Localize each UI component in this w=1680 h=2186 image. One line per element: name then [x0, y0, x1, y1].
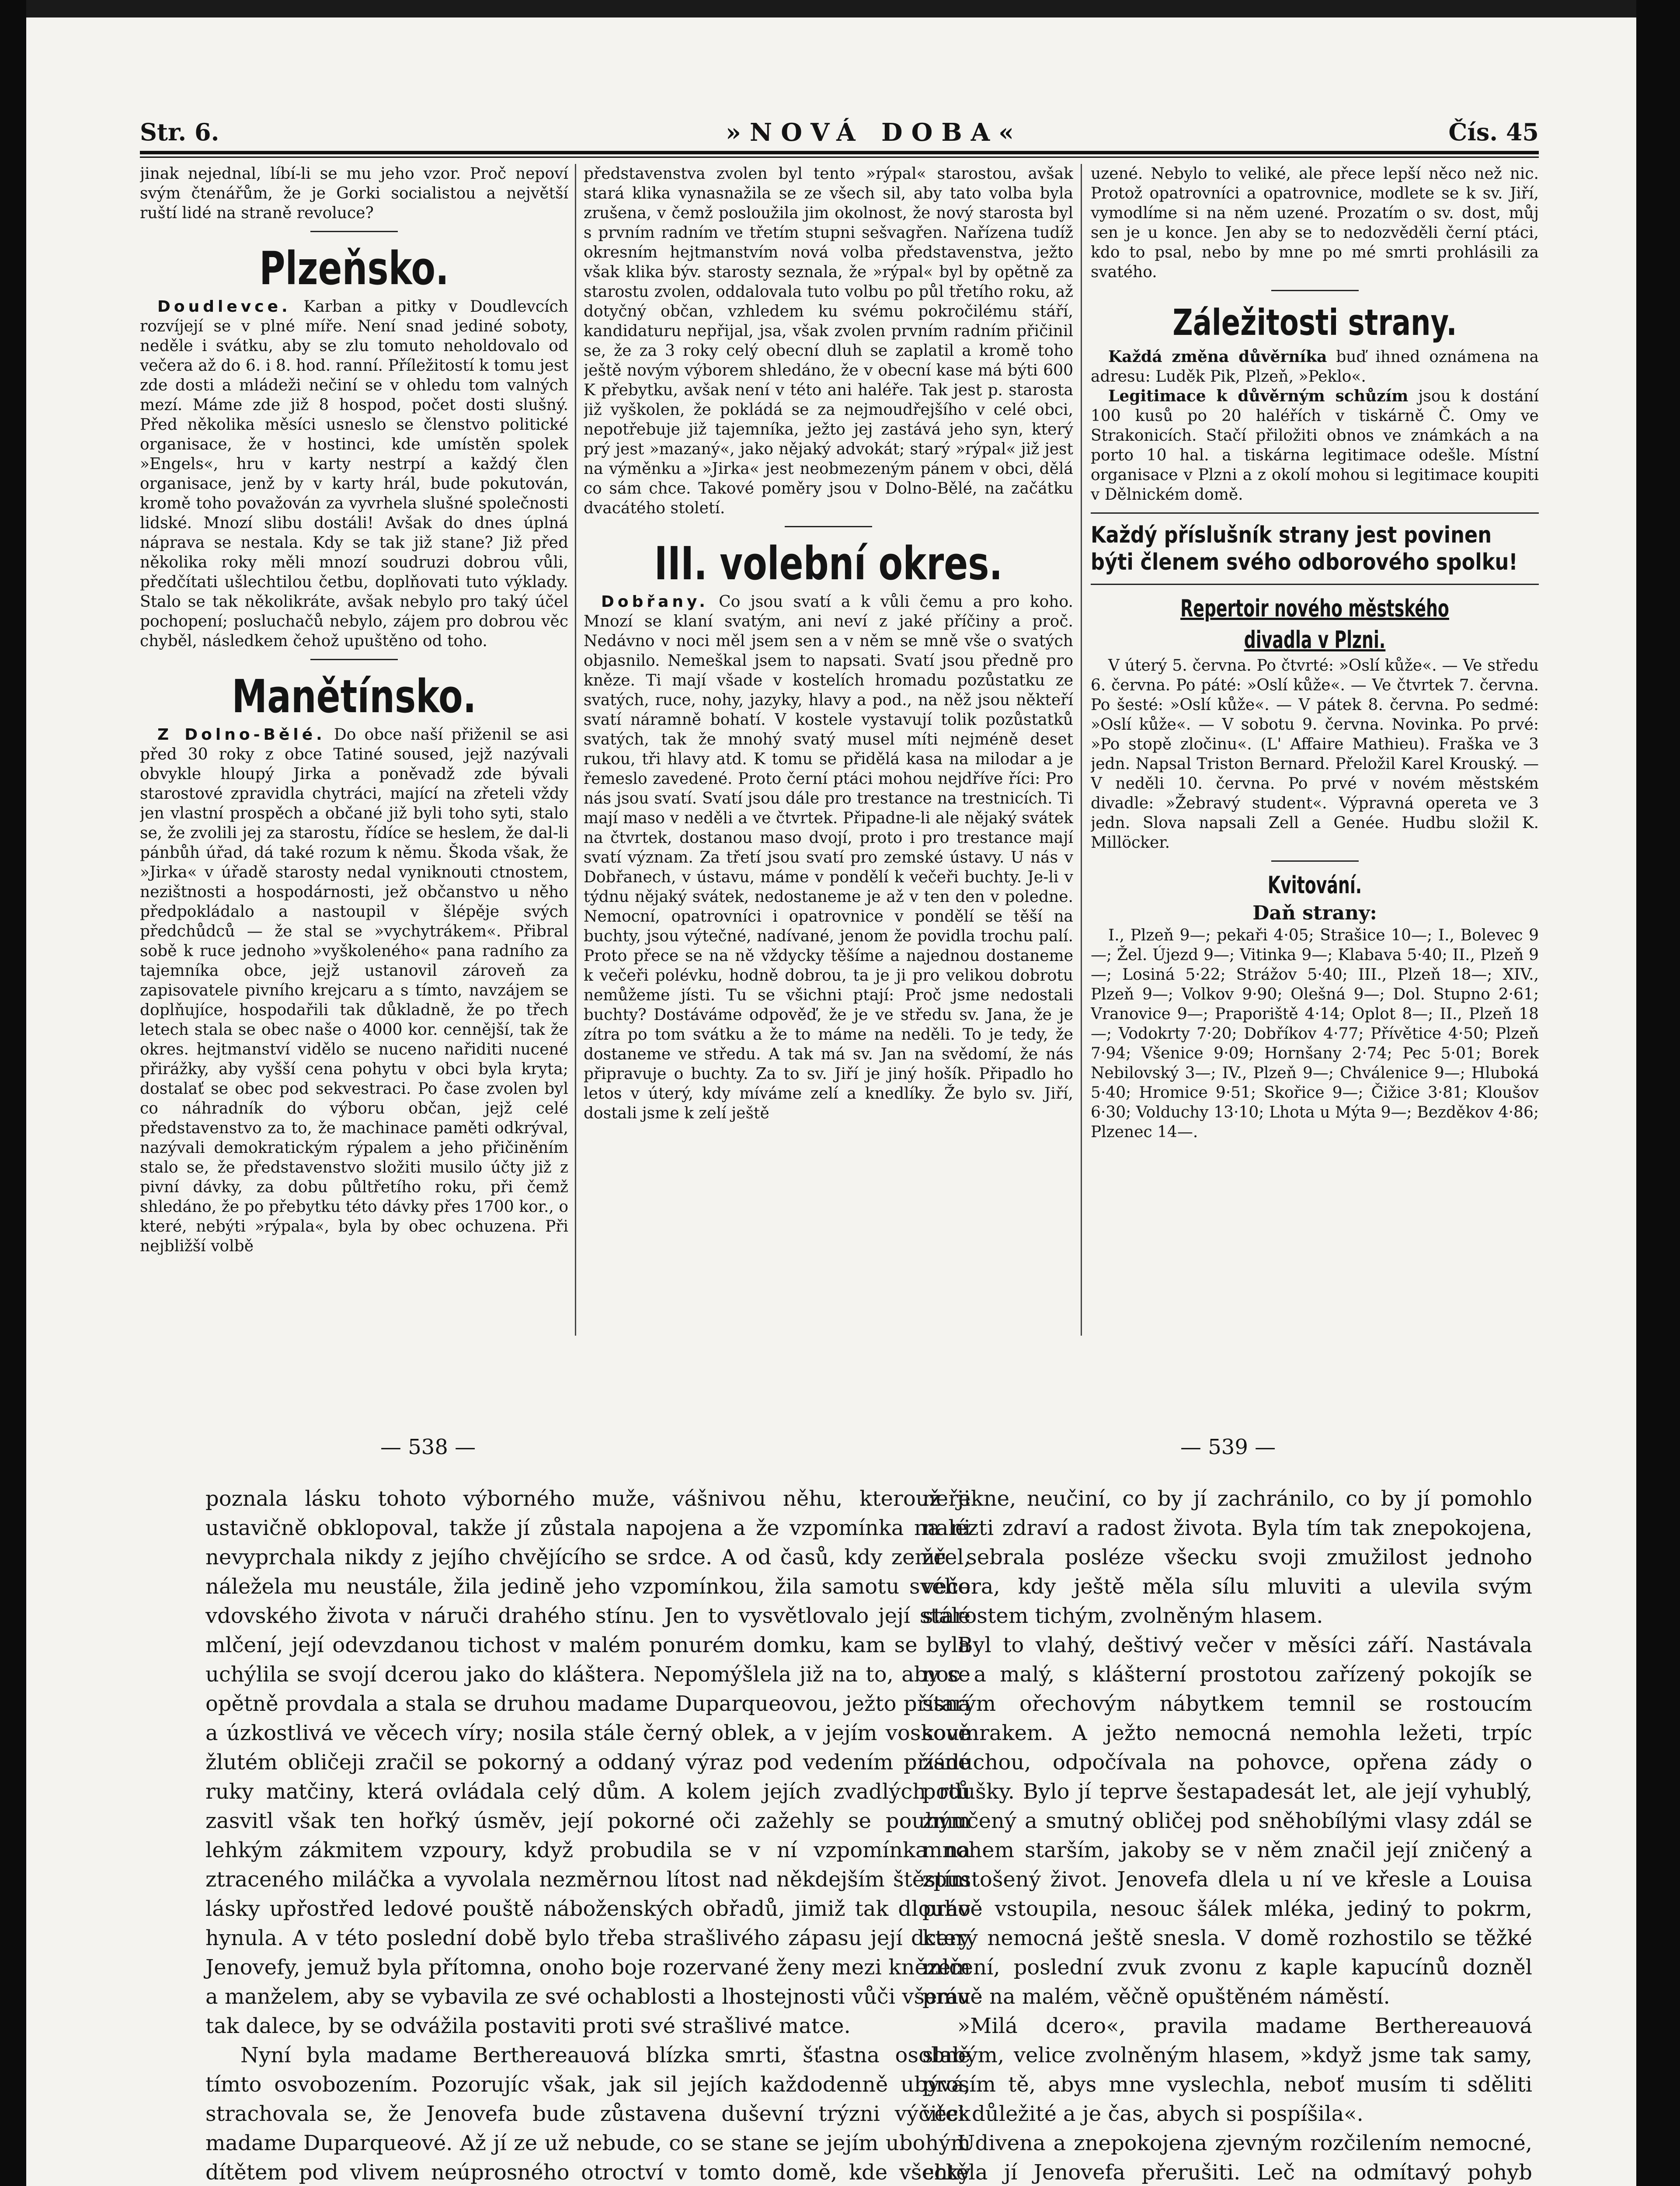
article-body: Do obce naší přiženil se asi před 30 roky z obce Tatiné soused, jejž nazývali obvykle hloupý Jirka a poněvadž zde bývali starostové zpravidla chytráci, mající na zřeteli vždy jen vlastní prospěch a občané již byli toho syti, stalo se, že zvolili jej za starostu, řídíce se heslem, že dal-li pánbůh úřad, dá také rozum k němu. Škoda však, že »Jirka« v úřadě starosty nedal vyniknouti ctnostem, nezištnosti a hospodárnosti, jež občanstvo u něho předpokládalo a nastoupil v šlépěje svých předchůdců — že stal se »vychytrákem«. Přibral sobě k ruce jednoho »vyškoleného« pana radního za tajemníka obce, jejž ustanovil zároveň za zapisovatele pivního krejcaru a s tímto, navzájem se doplňujíce, hospodařili tak důkladně, že po třech letech stala se obec naše o 4000 kor. cennější, tak že okres. hejtmanství vidělo se nuceno nařiditi nucené přirážky, aby vyšší cena pohytu v obci byla kryta; dostalať se obec pod sekvestraci. Po čase zvolen byl co náhradník do výboru občan, jejž celé představenstvo za to, že machinace paměti odkrýval, nazývali demokratickým rýpalem a jeho přičiněním stalo se, že představenstvo složiti musilo účty již z pivní dávky, za dobu půltřetího roku, při čemž shledáno, že po přebytku této dávky přes 1700 kor., o které, nebýti »rýpala«, byla by obec ochuzena. Při nejbližší volbě: [140, 726, 568, 1255]
section-divider: [310, 659, 398, 660]
article-doudlevce: [140, 297, 568, 651]
section-divider: [1091, 512, 1539, 514]
article-body: Co jsou svatí a k vůli čemu a pro koho. Mnozí se klaní svatým, ani neví z jaké příčiny a proč. Nedávno v noci měl jsem sen a v něm se mně vše o svatých objasnilo. Nemeškal jsem to napsati. Svatí jsou předně pro kněze. Ti mají všade v kostelích hromadu pozůstatku ze svatých, ruce, nohy, jazyky, hlavy a pod., na něž jsou někteří svatí náramně bohatí. V kostele vystavují tolik pozůstatků svatých, tak že mnohý svatý musel míti nejméně deset rukou, tři hlavy atd. K tomu se přidělá kasa na milodar a je řemeslo zavedené. Proto černí ptáci mohou nejdříve říci: Pro nás jsou svatí. Svatí jsou dále pro trestance na trestnicích. Ti mají maso v neděli a ve čtvrtek. Připadne-li ale nějaký svátek na čtvrtek, dostanou maso dvojí, proto i pro trestance mají svatí význam. Za třetí jsou svatí pro zemské ústavy. U nás v Dobřanech, v ústavu, máme v pondělí k večeři buchty. Je-li v týdnu nějaký svátek, nedostaneme je až v ten den v poledne. Nemocní, opatrovníci i opatrovnice v pondělí se těší na buchty, jsou výtečné, nadívané, jenom že povidla trochu palí. Proto přece se na ně vždycky těšíme a najednou dostaneme k večeři polévku, hodně dobrou, ta je ji pro velikou dobrotu nemůžeme jísti. Tu se všichni ptají: Proč jsme nedostali buchty? Dostáváme odpověď, že je ve středu sv. Jana, že je zítra po tom svátku a že to máme na neděli. To je tedy, že dostaneme ve středu. A tak má sv. Jan na svědomí, že nás připravuje o buchty. Za to sv. Jiří je jiný hošík. Připadlo ho letos v úterý, kdy míváme zelí a knedlíky. Že bylo sv. Jiří, dostali jsme k zelí ještě: [584, 593, 1073, 1122]
column-divider: [1081, 164, 1082, 1336]
column-divider: [575, 164, 576, 1336]
novel-paragraph: Byl to vlahý, deštivý večer v měsíci září. Nastávala noc a malý, s klášterní prostotou zařízený pokojík se starým ořechovým nábytkem temnil se rostoucím soumrakem. A ježto nemocná nemohla ležeti, trpíc záduchou, odpočívala na pohovce, opřena zády o podušky. Bylo jí teprve šestapadesát let, ale její vyhublý, zmučený a smutný obličej pod sněhobílými vlasy zdál se mnohem starším, jakoby se v něm značil její zničený a zpustošený život. Jenovefa dlela u ní ve křesle a Louisa právě vstoupila, nesouc šálek mléka, jediný to pokrm, který nemocná ještě snesla. V domě rozhostilo se těžké mlčení, poslední zvuk zvonu z kaple kapucínů dozněl právě na malém, věčně opuštěném náměstí.: [922, 1633, 1532, 2009]
article-body: Karban a pitky v Doudlevcích rozvíjejí se v plné míře. Není snad jediné soboty, neděle i svátku, aby se zlu tomuto neholdovalo od večera až do 6. i 8. hod. ranní. Příležitostí k tomu jest zde dosti a mládeži nečiní se v ohledu tom valných mezí. Máme zde již 8 hospod, počet dosti slušný. Před několika měsíci usneslo se členstvo politické organisace, že v hostinci, kde umístěn spolek »Engels«, hru v karty nestrpí a každý člen organisace, jenž by v karty hrál, bude pokutován, kromě toho považován za vyvrhela slušné společnosti lidské. Mnozí slibu dostáli! Avšak do dnes úplná náprava se nestala. Kdy se tak již stane? Již před několika roky měli mnozí soudruzi dobrou vůli, předčítati ušlechtilou četbu, doplňovati tuto výklady. Stalo se tak několikráte, avšak nebylo pro taký účel pochopení; posluchačů nebylo, zájem pro dobrou věc chyběl, následkem čehož upuštěno od toho.: [140, 298, 568, 650]
novel-paragraph: »Milá dcero«, pravila madame Berthereauová slabým, velice zvolněným hlasem, »když jsme tak samy, prosím tě, abys mne vyslechla, neboť musím ti sděliti věci důležité a je čas, abych si pospíšila«.: [922, 2014, 1532, 2126]
masthead-title: »NOVÁ DOBA«: [726, 118, 1023, 147]
scan-top-edge: [0, 0, 1680, 17]
section-heading-volebni-okres: III. volební okres.: [654, 537, 1003, 590]
section-heading-manetinsko: Manětínsko.: [232, 670, 477, 723]
column-1: [140, 164, 568, 1336]
section-heading-plzensko: Plzeňsko.: [259, 242, 449, 295]
page-number-right: — 539 —: [1180, 1435, 1276, 1459]
section-divider: [785, 526, 872, 527]
party-tax-list: I., Plzeň 9—; pekaři 4·05; Strašice 10—; I., Bolevec 9—; Žel. Újezd 9—; Vitinka 9—; Klabava 5·40; II., Plzeň 9—; Losiná 5·22; Strážov 5·40; III., Plzeň 18—; XIV., Plzeň 9—; Volkov 9·90; Olešná 9—; Dol. Stupno 2·61; Vranovice 9—; Praporiště 4·14; Oplot 8—; II., Plzeň 18—; Vodokrty 7·20; Dobříkov 4·77; Přívětice 4·50; Plzeň 7·94; Všenice 9·09; Hornšany 2·74; Pec 5·01; Borek Nebilovský 3—; IV., Plzeň 9—; Chválenice 9—; Hluboká 5·40; Hromice 9·51; Skořice 9—; Čižice 3·81; Kloušov 6·30; Volduchy 13·10; Lhota u Mýta 9—; Bezděkov 4·86; Plzenec 14—.: [1091, 926, 1539, 1141]
article-lead: Doudlevce.: [157, 298, 291, 316]
column-3: [1091, 164, 1539, 1336]
article-lead: Dobřany.: [601, 593, 709, 611]
novel-paragraph: poznala lásku tohoto výborného muže, vášnivou něhu, kterouž ji ustavičně obklopoval, takže jí zůstala napojena a že vzpomínka na ni nevyprchala nikdy z jejího chvějícího se srdce. A od časů, kdy zemřel, náležela mu neustále, žila jedině jeho vzpomínkou, žila samotu svého vdovského života v náruči drahého stínu. Jen to vysvětlovalo její stálé mlčení, její odevzdanou tichost v malém ponurém domku, kam se byla uchýlila se svojí dcerou jako do kláštera. Nepomýšlela již na to, aby se opětně provdala a stala se druhou madame Duparqueovou, ježto přísná a úzkostlivá ve věcech víry; nosila stále černý oblek, a v jejím voskově žlutém obličeji zračil se pokorný a oddaný výraz pod vedením přísné ruky matčiny, která ovládala celý dům. A kolem jejích zvadlých rtů zasvitl však ten hořký úsměv, její pokorné oči zažehly se pouhým lehkým zákmitem vzpoury, když probudila se v ní vzpomínka na ztraceného miláčka a vyvolala nezměrnou lítost nad někdejším štěstím lásky upřostřed ledové pouště náboženských obřadů, jimiž tak dlouho hynula. A v této poslední době bylo třeba strašlivého zápasu její dcery Jenovefy, jemuž byla přítomna, onoho boje rozervané ženy mezi knězem a manželem, aby se vybavila ze své ochablosti a lhostejnosti vůči všemu tak dalece, by se odvážila postaviti proti své strašlivé matce.: [205, 1486, 970, 2038]
novel-page-left: [205, 1484, 970, 2186]
article-lead: Z Dolno-Bělé.: [157, 726, 326, 744]
section-heading-zalezitosti-strany: Záležitosti strany.: [1172, 302, 1457, 344]
union-membership-notice: Každý příslušník strany jest povinen býti členem svého odborového spolku!: [1091, 522, 1518, 575]
notice-lead: Legitimace k důvěrným schůzím: [1108, 387, 1409, 405]
article-dolno-bele: [140, 725, 568, 1256]
novel-paragraph: Udivena a znepokojena zjevným rozčilením nemocné, chtěla jí Jenovefa přerušiti. Leč na odmítavý pohyb: [922, 2131, 1532, 2185]
notice-lead: Každá změna důvěrníka: [1108, 348, 1327, 366]
page-number-left: — 538 —: [380, 1435, 476, 1459]
theatre-repertoire: V úterý 5. června. Po čtvrté: »Oslí kůže«. — Ve středu 6. června. Po páté: »Oslí kůže«. — Ve čtvrtek 7. června. Po šesté: »Oslí kůže«. — V pátek 8. června. Po sedmé: »Oslí kůže«. — V sobotu 9. června. Novinka. Po prvé: »Po stopě zločinu«. (L' Affaire Mathieu). Fraška ve 3 jedn. Napsal Triston Bernard. Přeložil Karel Krouský. — V neděli 10. června. Po prvé v novém městském divadle: »Žebravý student«. Výpravná opereta ve 3 jedn. Slova napsali Zell a Genée. Hudbu složil K. Millöcker.: [1091, 657, 1539, 852]
column-2: [584, 164, 1073, 1336]
page-number-label: Str. 6.: [140, 118, 219, 146]
section-heading-kvitovani: Kvitování.: [1267, 871, 1362, 899]
section-divider: [310, 231, 398, 232]
section-divider: [1271, 860, 1359, 862]
article-continuation: uzené. Nebylo to veliké, ale přece lepší něco než nic. Protož opatrovníci a opatrovnice, modlete se k sv. Jiří, vymodlíme si na něm uzené. Prozatím o sv. dost, můj sen je u konce. Jen aby se to nedozvěděli černí ptáci, kdo to psal, nebo by mne po mé smrti prohlásili za svatého.: [1091, 165, 1539, 281]
issue-number: Čís. 45: [1448, 118, 1539, 146]
header-rule: [140, 151, 1539, 154]
header-rule-thin: [140, 157, 1539, 158]
novel-paragraph: neřekne, neučiní, co by jí zachránilo, co by jí pomohlo nalézti zdraví a radost života. Byla tím tak znepokojena, že sebrala posléze všecku svoji zmužilost jednoho večera, kdy ještě měla sílu mluviti a ulevila svým starostem tichým, zvolněným hlasem.: [922, 1486, 1532, 1628]
scan-right-border: [1636, 0, 1680, 2186]
novel-page-right: [922, 1484, 1532, 2186]
party-notice: [1091, 386, 1539, 505]
article-continuation: jinak nejednal, líbí-li se mu jeho vzor. Proč nepoví svým čtenářům, že je Gorki socialistou a největší ruští lidé na straně revoluce?: [140, 165, 568, 222]
article-continuation: představenstva zvolen byl tento »rýpal« starostou, avšak stará klika vynasnažila se ze všech sil, aby tato volba byla zrušena, v čemž posloužila jim okolnost, že nový starosta byl s prvním radním ve třetím stupni sešvagřen. Nařízena tudíž okresním hejtmanstvím nová volba představenstva, ježto však klika býv. starosty seznala, že »rýpal« byl by opětně za starostu zvolen, oddalovala tuto volbu po půl třetího roku, až dotyčný občan, vzhledem ku svému pokročilému stáří, kandidaturu nepřijal, jsa, však zvolen prvním radním přičinil se, že za 3 roky celý obecní dluh se zaplatil a kromě toho ještě novým výborem shledáno, že v obecní kase má býti 600 K přebytku, avšak není v této ani haléře. Tak jest p. starosta již vyškolen, že pokládá se za nejmoudřejšího v celé obci, nepotřebuje již tajemníka, ježto jej zastává jeho syn, který prý jest »mazaný«, jako nějaký advokát; starý »rýpal« již jest na výměnku a »Jirka« jest neobmezeným pánem v obci, dělá co sám chce. Takové poměry jsou v Dolno-Bělé, na začátku dvacátého století.: [584, 165, 1073, 517]
notice-body: jsou k dostání 100 kusů po 20 haléřích v tiskárně Č. Omy ve Strakonicích. Stačí přiložiti obnos ve známkách a na porto 10 hal. a tiskárna legitimace odešle. Místní organisace v Plzni a z okolí mohou si legitimace koupiti v Dělnickém domě.: [1091, 387, 1539, 504]
article-dobrany: [584, 592, 1073, 1123]
scan-left-border: [0, 0, 26, 2186]
section-divider: [1091, 584, 1539, 585]
novel-paragraph: Nyní byla madame Berthereauová blízka smrti, šťastna osobně tímto osvobozením. Pozorujíc však, jak sil jejích každodenně ubývá, strachovala se, že Jenovefa bude zůstavena duševní trýzni výčitek madame Duparqueové. Až jí ze už nebude, co se stane se jejím ubohým dítětem pod vlivem neúprosného otroctví v tomto domě, kde všecky: [205, 2043, 970, 2185]
subheading-dan-strany: Daň strany:: [1252, 902, 1377, 924]
notice-body: buď ihned oznámena na adresu: Luděk Pik, Plzeň, »Peklo«.: [1091, 348, 1539, 386]
section-divider: [1271, 290, 1359, 291]
section-heading-repertoir: Repertoir nového městského divadla v Plzni.: [1180, 595, 1449, 654]
party-notice: [1091, 347, 1539, 386]
page-header: [140, 118, 1539, 149]
